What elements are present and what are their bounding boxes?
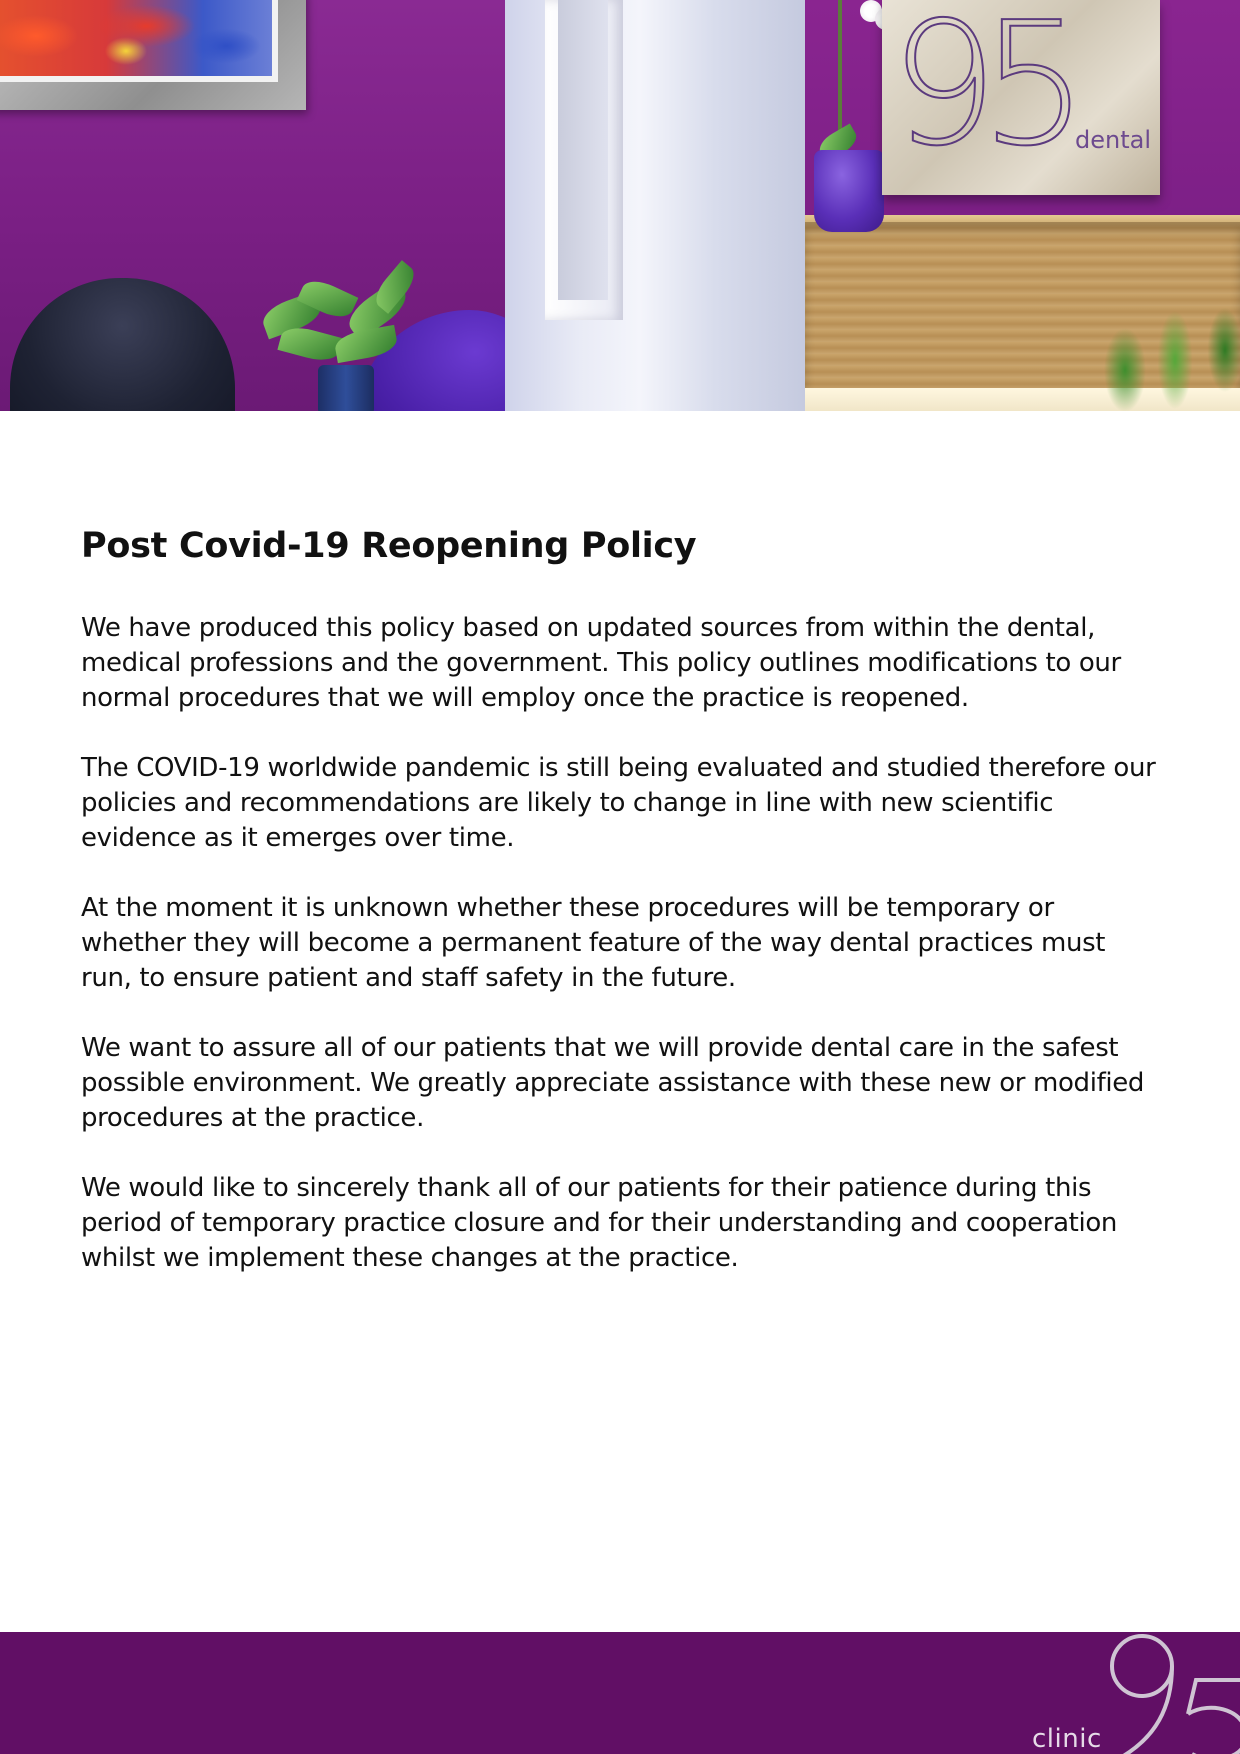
footer-logo-word: clinic	[1032, 1724, 1102, 1754]
page-title: Post Covid-19 Reopening Policy	[81, 526, 697, 566]
footer-band	[0, 1632, 1240, 1754]
paragraph-1: We have produced this policy based on updated sources from within the dental, medical professions and the government. This policy outlines modifications to our normal procedures that we will employ once the practice is reopened.	[81, 613, 1121, 713]
frosted-window	[558, 0, 608, 300]
plant-foliage	[1085, 290, 1240, 411]
abstract-painting	[0, 0, 278, 82]
paragraph-3: At the moment it is unknown whether these procedures will be temporary or whether they will become a permanent feature of the way dental practices must run, to ensure patient and staff safety in the future.	[81, 893, 1106, 993]
paragraph-4: We want to assure all of our patients that we will provide dental care in the safest possible environment. We greatly appreciate assistance with these new or modified procedures at the practice.	[81, 1033, 1145, 1133]
painting-frame	[0, 0, 306, 110]
sign-word: dental	[1075, 126, 1151, 154]
paragraph-2: The COVID-19 worldwide pandemic is still being evaluated and studied therefore our policies and recommendations are likely to change in line with new scientific evidence as it emerges over time.	[81, 753, 1156, 853]
clinic-95-logo-mark	[1100, 1632, 1240, 1754]
sign-number: 95	[890, 0, 1071, 184]
purple-vase	[814, 150, 884, 232]
plant-pot	[318, 365, 374, 411]
document-body	[81, 521, 1161, 1311]
hero-photo	[0, 0, 1240, 411]
paragraph-5: We would like to sincerely thank all of our patients for their patience during this period of temporary practice closure and for their understanding and cooperation whilst we implement these changes at the practice.	[81, 1173, 1118, 1273]
